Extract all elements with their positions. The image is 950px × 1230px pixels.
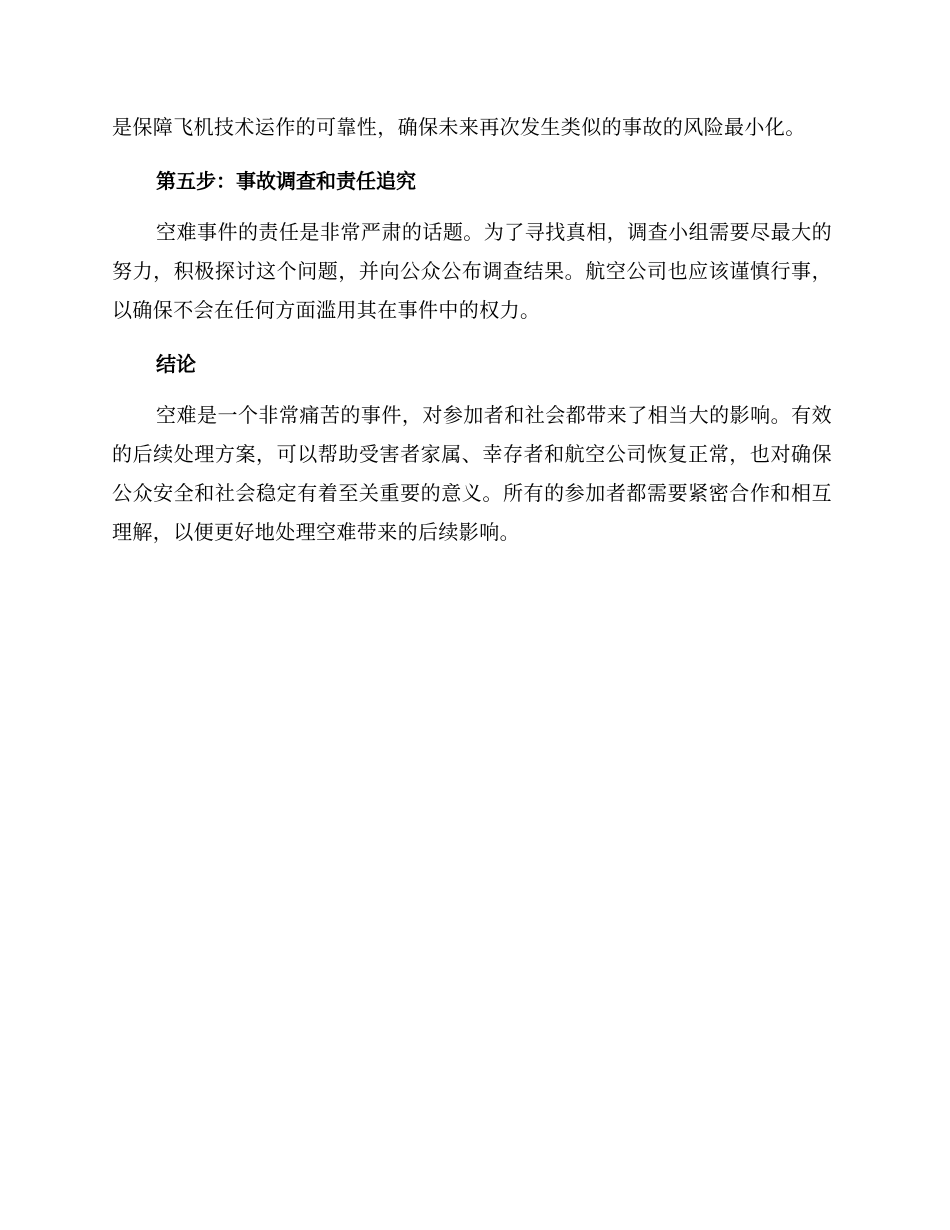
- paragraph-step-five: 空难事件的责任是非常严肃的话题。为了寻找真相，调查小组需要尽最大的努力，积极探讨这个问题，并向公众公布调查结果。航空公司也应该谨慎行事，以确保不会在任何方面滥用其在事件中的权力。: [112, 220, 832, 322]
- document-body: [112, 108, 832, 552]
- heading-step-five: 第五步：事故调查和责任追究: [156, 169, 416, 193]
- paragraph-intro: 是保障飞机技术运作的可靠性，确保未来再次发生类似的事故的风险最小化。: [112, 115, 806, 139]
- paragraph-conclusion: 空难是一个非常痛苦的事件，对参加者和社会都带来了相当大的影响。有效的后续处理方案，可以帮助受害者家属、幸存者和航空公司恢复正常，也对确保公众安全和社会稳定有着至关重要的意义。所有的参加者都需要紧密合作和相互理解，以便更好地处理空难带来的后续影响。: [112, 403, 832, 544]
- heading-conclusion: 结论: [156, 352, 196, 376]
